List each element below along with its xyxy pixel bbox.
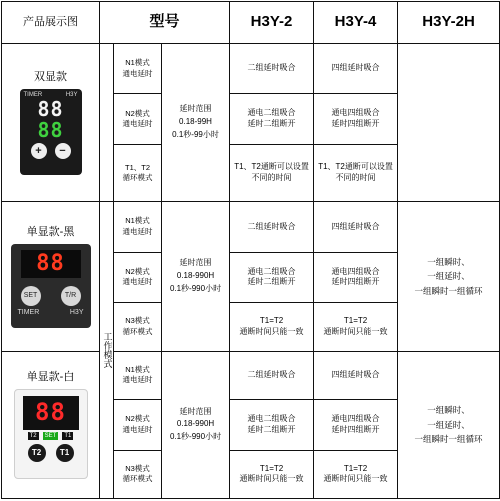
delay-range: 延时范围 0.18-99H 0.1秒-99小时: [162, 43, 230, 201]
mode-label: N1模式 通电延时: [114, 202, 162, 253]
device-label: TIMER: [23, 91, 43, 98]
mode-label: N2模式 通电延时: [114, 252, 162, 303]
led-t1: T1: [64, 433, 72, 440]
h3y2-cell: 二组延时吸合: [230, 43, 314, 94]
device-model-label: H3Y: [65, 91, 78, 98]
h3y4-cell: 通电四组吸合 延时四组断开: [314, 400, 398, 451]
h3y4-cell: 通电四组吸合 延时四组断开: [314, 94, 398, 145]
h3y2-cell: 通电二组吸合 延时二组断开: [230, 400, 314, 451]
h3y2-cell: 二组延时吸合: [230, 351, 314, 399]
header-h3y2: H3Y-2: [230, 2, 314, 44]
delay-range: 延时范围 0.18-990H 0.1秒-990小时: [162, 351, 230, 498]
h3y2h-cell: [398, 43, 500, 201]
product-black-cell: [2, 202, 100, 352]
header-model: 型号: [100, 2, 230, 44]
minus-button-icon: −: [55, 143, 71, 159]
mode-label: N1模式 通电延时: [114, 43, 162, 94]
mode-label: N3模式 循环模式: [114, 303, 162, 351]
h3y4-cell: T1、T2通断可以设置 不同的时间: [314, 144, 398, 201]
h3y2-cell: 二组延时吸合: [230, 202, 314, 253]
mode-label: T1、T2 循环模式: [114, 144, 162, 201]
mode-label: N3模式 循环模式: [114, 450, 162, 498]
blank-cell: [100, 43, 114, 201]
display: 88: [23, 396, 79, 430]
display: 88: [21, 250, 81, 278]
product-name: 单显款-黑: [26, 225, 75, 238]
product-white-cell: [2, 351, 100, 498]
header-h3y2h: H3Y-2H: [398, 2, 500, 44]
product-name: 单显款-白: [26, 371, 75, 384]
h3y4-cell: 四组延时吸合: [314, 43, 398, 94]
tr-button-icon: T/R: [61, 286, 81, 306]
h3y4-cell: T1=T2 通断时间只能一致: [314, 303, 398, 351]
header-product-display: 产品展示图: [2, 2, 100, 44]
dual-display-device-image: [20, 89, 82, 175]
working-mode-label: 工作模式: [102, 332, 113, 369]
product-dual-cell: [2, 43, 100, 201]
device-label: TIMER: [17, 308, 40, 316]
product-name: 双显款: [34, 71, 67, 84]
h3y4-cell: 四组延时吸合: [314, 351, 398, 399]
mode-label: N2模式 通电延时: [114, 400, 162, 451]
t2-button-icon: T2: [28, 444, 46, 462]
display-row-1: 88: [37, 96, 64, 121]
h3y4-cell: 四组延时吸合: [314, 202, 398, 253]
h3y2-cell: 通电二组吸合 延时二组断开: [230, 94, 314, 145]
header-h3y4: H3Y-4: [314, 2, 398, 44]
set-button-icon: SET: [21, 286, 41, 306]
spec-table: [1, 1, 500, 499]
black-device-image: [11, 244, 91, 328]
mode-label: N2模式 通电延时: [114, 94, 162, 145]
led-t2: T2: [29, 433, 37, 440]
device-model-label: H3Y: [69, 308, 84, 316]
h3y2-cell: T1=T2 通断时间只能一致: [230, 450, 314, 498]
header-row: [2, 2, 500, 44]
led-set: SET: [44, 433, 57, 440]
mode-label: N1模式 通电延时: [114, 351, 162, 399]
h3y2h-cell: 一组瞬时、 一组延时、 一组瞬时一组循环: [398, 202, 500, 352]
h3y2-cell: T1、T2通断可以设置 不同的时间: [230, 144, 314, 201]
h3y4-cell: 通电四组吸合 延时四组断开: [314, 252, 398, 303]
h3y2-cell: 通电二组吸合 延时二组断开: [230, 252, 314, 303]
delay-range: 延时范围 0.18-990H 0.1秒-990小时: [162, 202, 230, 352]
plus-button-icon: +: [31, 143, 47, 159]
h3y4-cell: T1=T2 通断时间只能一致: [314, 450, 398, 498]
display-row-2: 88: [37, 117, 64, 142]
t1-button-icon: T1: [56, 444, 74, 462]
working-mode-cell: [100, 202, 114, 499]
white-device-image: [14, 389, 88, 479]
h3y2-cell: T1=T2 通断时间只能一致: [230, 303, 314, 351]
h3y2h-cell: 一组瞬时、 一组延时、 一组瞬时一组循环: [398, 351, 500, 498]
